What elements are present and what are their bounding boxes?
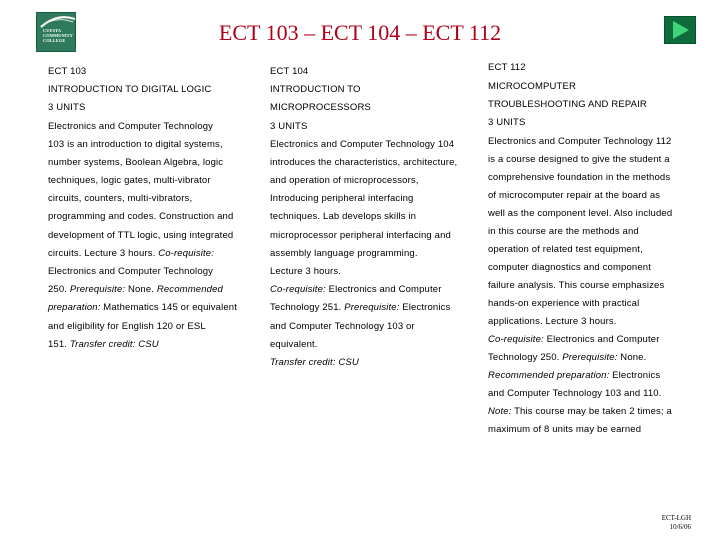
course-code: ECT 104 — [270, 66, 309, 77]
play-triangle-icon — [665, 17, 695, 43]
course-units: 3 UNITS — [270, 121, 308, 132]
description-line: failure analysis. This course emphasizes — [488, 280, 665, 291]
description-line: and operation of microprocessors, — [270, 175, 419, 186]
description-line: and Computer Technology 103 or — [270, 321, 415, 332]
course-title: MICROPROCESSORS — [270, 102, 371, 113]
description-line: applications. Lecture 3 hours. — [488, 316, 617, 327]
description-line: number systems, Boolean Algebra, logic — [48, 157, 224, 168]
description-line: Co-requisite: Electronics and Computer — [488, 334, 660, 345]
course-title: MICROCOMPUTER — [488, 81, 576, 92]
description-line: well as the component level. Also included — [488, 208, 673, 219]
description-line: development of TTL logic, using integrated — [48, 230, 234, 241]
course-title: TROUBLESHOOTING AND REPAIR — [488, 99, 647, 110]
course-title: INTRODUCTION TO — [270, 84, 361, 95]
description-line: techniques. Lab develops skills in — [270, 211, 417, 222]
description-line: 151. Transfer credit: CSU — [48, 339, 159, 350]
page-title: ECT 103 – ECT 104 – ECT 112 — [218, 20, 502, 45]
description-line: hands-on experience with practical — [488, 298, 640, 309]
description-line: microprocessor peripheral interfacing and — [270, 230, 451, 241]
description-line: Electronics and Computer Technology 112 — [488, 136, 672, 147]
logo-line: COMMUNITY — [43, 33, 73, 38]
description-line: Technology 251. Prerequisite: Electronics — [270, 302, 451, 313]
description-line: programming and codes. Construction and — [48, 211, 234, 222]
description-line: circuits. Lecture 3 hours. Co-requisite: — [48, 248, 214, 259]
description-line: and Computer Technology 103 and 110. — [488, 388, 662, 399]
description-line: equivalent. — [270, 339, 318, 350]
description-line: is a course designed to give the student a — [488, 154, 670, 165]
description-line: in this course are the methods and — [488, 226, 639, 237]
description-line: introduces the characteristics, architecture, — [270, 157, 458, 168]
description-line: of microcomputer repair at the board as — [488, 190, 661, 201]
description-line: 250. Prerequisite: None. Recommended — [48, 284, 223, 295]
course-units: 3 UNITS — [488, 117, 526, 128]
description-line: and eligibility for English 120 or ESL — [48, 321, 206, 332]
description-line: computer diagnostics and component — [488, 262, 652, 273]
description-line: circuits, counters, multi-vibrators, — [48, 193, 193, 204]
description-line: Recommended preparation: Electronics — [488, 370, 661, 381]
description-line: operation of related test equipment, — [488, 244, 643, 255]
description-line: 103 is an introduction to digital systems, — [48, 139, 223, 150]
description-line: Introducing peripheral interfacing — [270, 193, 414, 204]
description-line: Co-requisite: Electronics and Computer — [270, 284, 442, 295]
course-code: ECT 103 — [48, 66, 87, 77]
description-line: Transfer credit: CSU — [270, 357, 359, 368]
description-line: preparation: Mathematics 145 or equivalent — [48, 302, 238, 313]
description-line: Electronics and Computer Technology — [48, 266, 214, 277]
description-line: Lecture 3 hours. — [270, 266, 342, 277]
slide-footer — [662, 514, 691, 532]
description-line: Note: This course may be taken 2 times; a — [488, 406, 672, 417]
description-line: maximum of 8 units may be earned — [488, 424, 642, 435]
description-line: comprehensive foundation in the methods — [488, 172, 671, 183]
description-line: assembly language programming. — [270, 248, 418, 259]
logo-line: COLLEGE — [43, 38, 66, 43]
course-title: INTRODUCTION TO DIGITAL LOGIC — [48, 84, 212, 95]
description-line: Electronics and Computer Technology — [48, 121, 214, 132]
description-line: Technology 250. Prerequisite: None. — [488, 352, 647, 363]
description-line: Electronics and Computer Technology 104 — [270, 139, 455, 150]
course-units: 3 UNITS — [48, 102, 86, 113]
next-slide-button[interactable] — [664, 16, 696, 44]
course-code: ECT 112 — [488, 62, 526, 73]
footer-date: 10/6/06 — [669, 523, 691, 531]
logo-line: CUESTA — [43, 28, 62, 33]
footer-code: ECT-LGH — [661, 514, 691, 522]
description-line: techniques, logic gates, multi-vibrator — [48, 175, 211, 186]
